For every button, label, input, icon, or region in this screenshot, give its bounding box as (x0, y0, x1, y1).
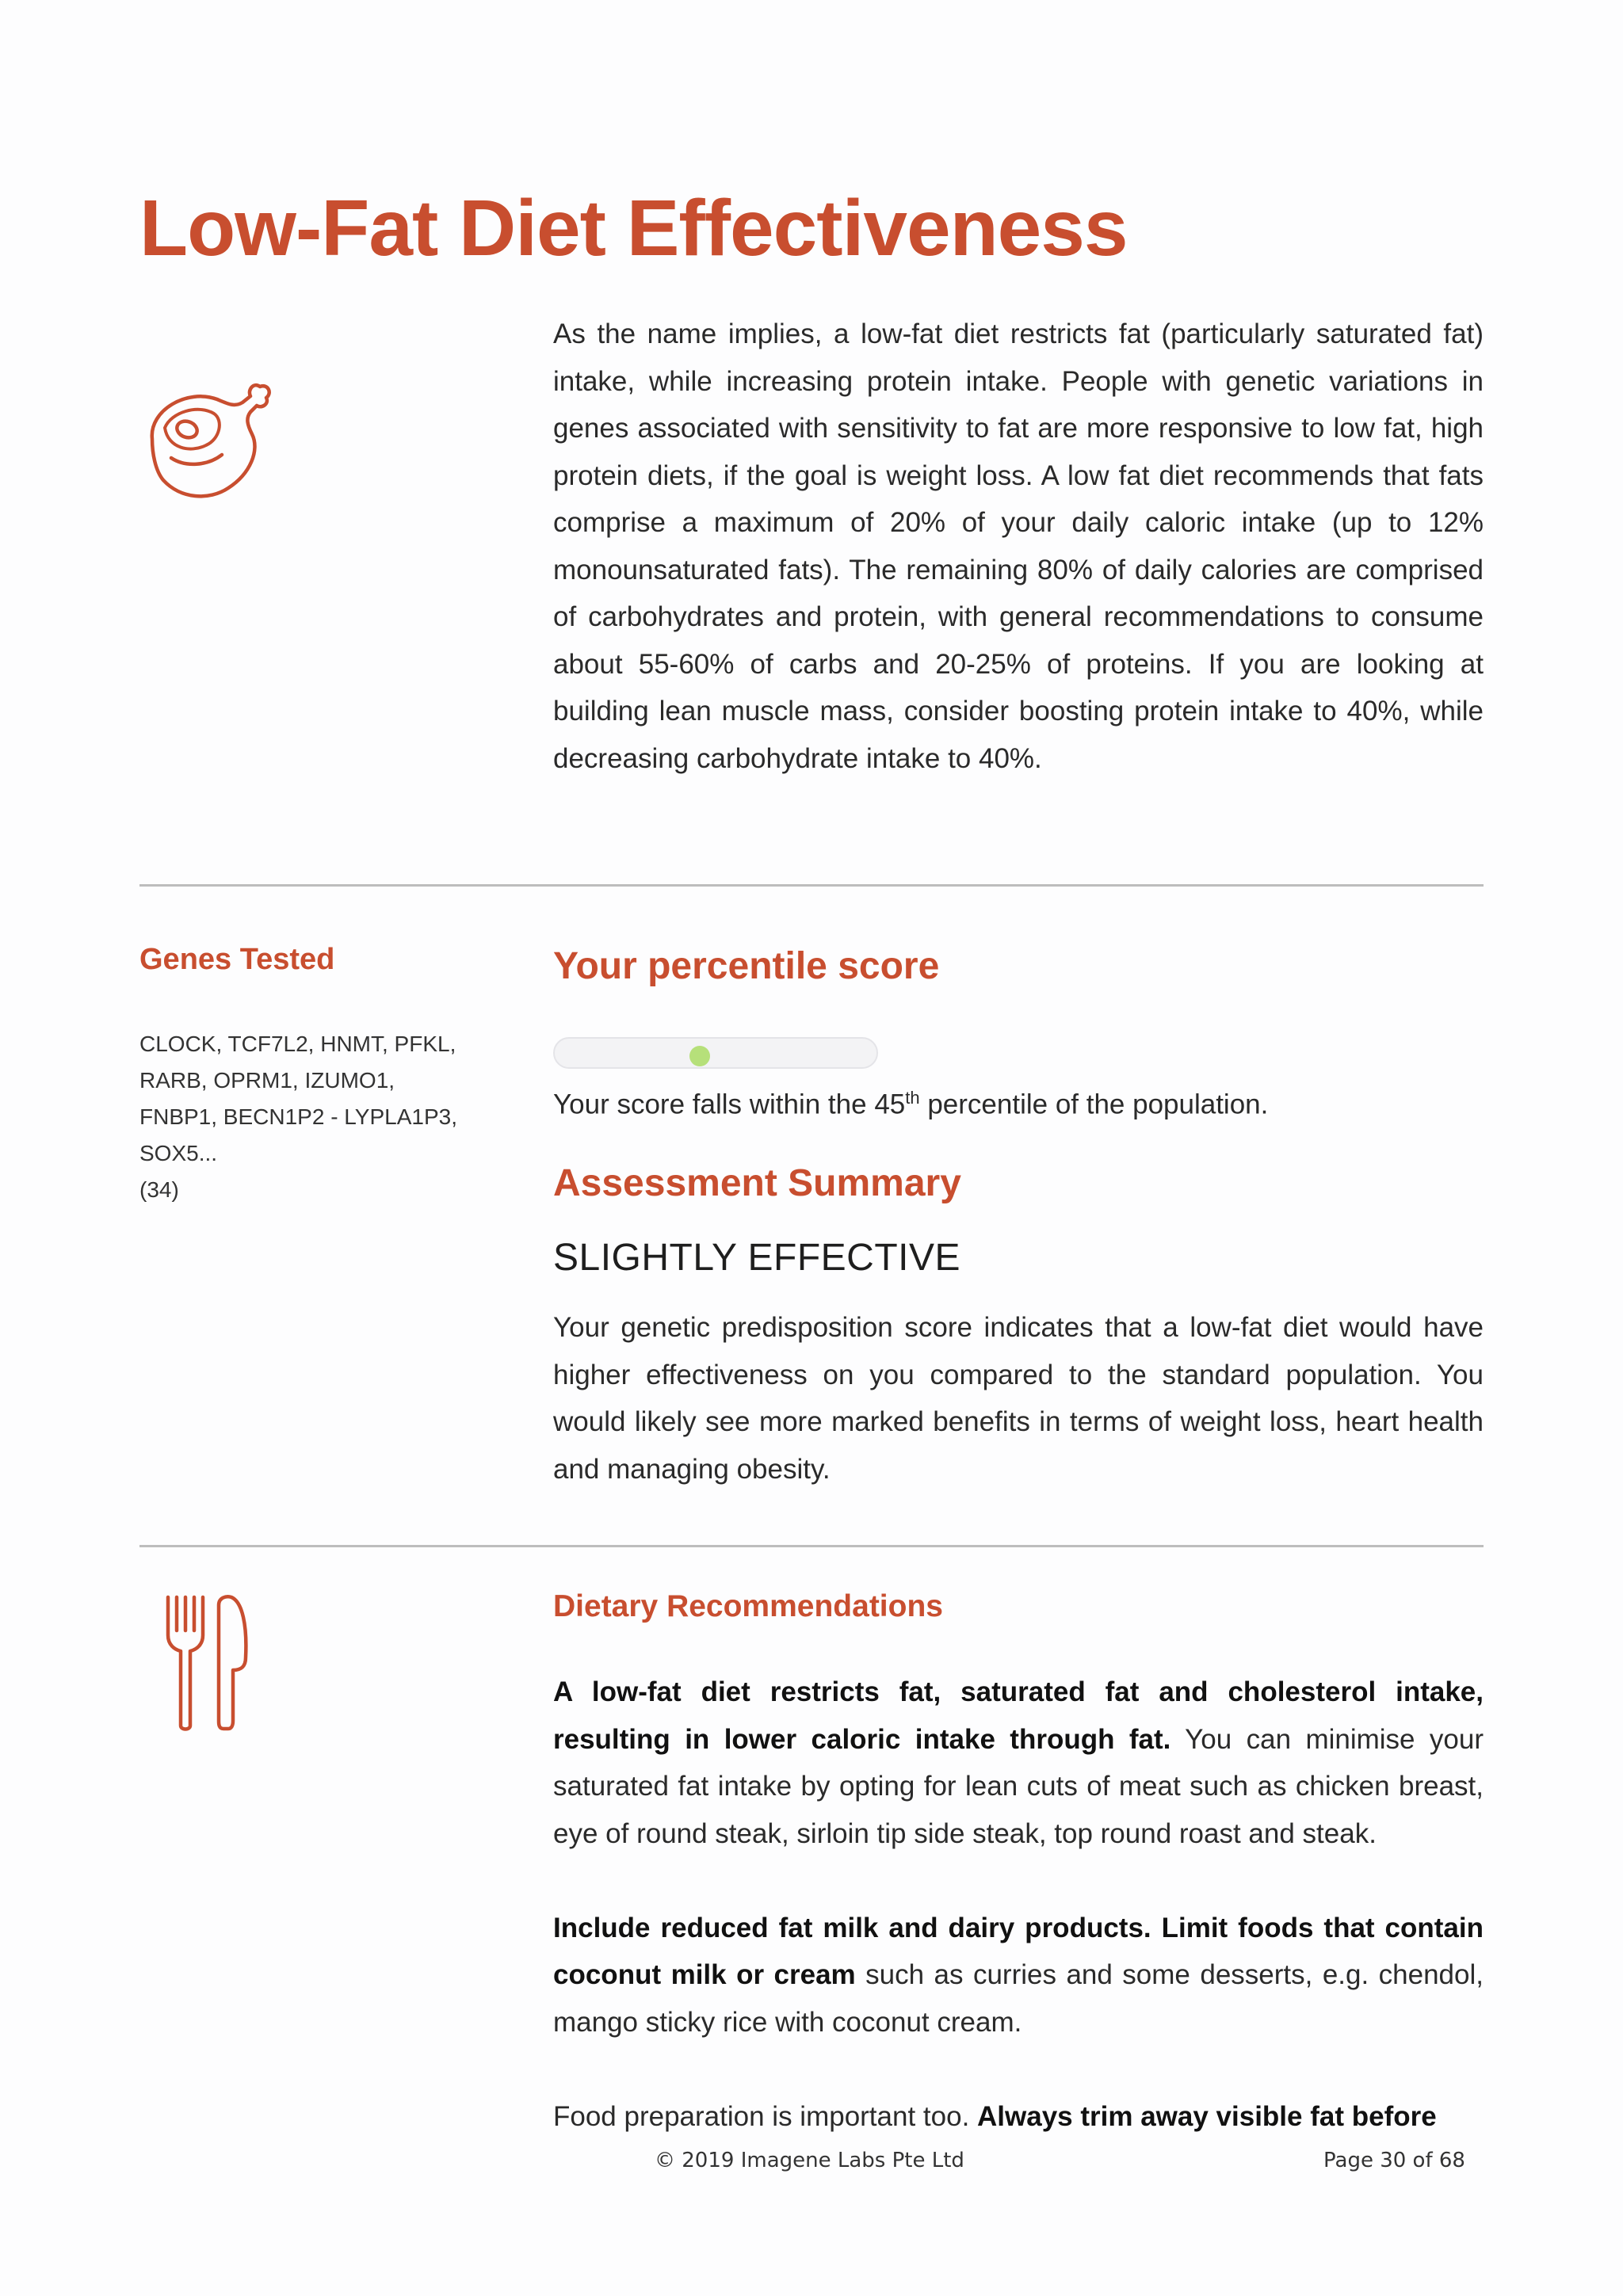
recommendation-paragraph (553, 1669, 1484, 1857)
percentile-bar (553, 1037, 878, 1069)
percentile-number: 45 (874, 1089, 906, 1120)
section-divider (139, 884, 1484, 887)
recommendation-paragraph (553, 1905, 1484, 2046)
percentile-marker (689, 1046, 710, 1066)
recommendation-bold: A low-fat diet restricts fat, saturated fat and cholesterol intake, resulting in lower caloric intake through fat. (553, 1676, 1484, 1755)
percentile-heading: Your percentile score (553, 945, 940, 987)
percentile-statement (553, 1079, 1268, 1124)
section-divider (139, 1545, 1484, 1547)
recommendation-paragraph (553, 2093, 1484, 2141)
genes-count: (34) (139, 1177, 179, 1202)
recommendation-text: Food preparation is important too. (553, 2100, 978, 2132)
assessment-heading: Assessment Summary (553, 1162, 961, 1204)
footer-copyright: © 2019 Imagene Labs Pte Ltd (655, 2149, 964, 2172)
percentile-suffix: th (905, 1088, 920, 1108)
assessment-paragraph: Your genetic predisposition score indicates that a low-fat diet would have higher effectiveness on you compared to the standard population. You would likely see more marked benefits in terms of weight loss, heart health and managing obesity. (553, 1312, 1484, 1485)
recommendation-text: such as curries and some desserts, e.g. chendol, mango sticky rice with coconut cream. (553, 1959, 1484, 2038)
intro-paragraph: As the name implies, a low-fat diet restricts fat (particularly saturated fat) intake, while increasing protein intake. People with genetic variations in genes associated with sensitivity to fat are more responsive to low fat, high protein diets, if the goal is weight loss. A low fat diet recommends that fats comprise a maximum of 20% of your daily caloric intake (up to 12% monounsaturated fats). The remaining 80% of daily calories are comprised of carbohydrates and protein, with general recommendations to consume about 55-60% of carbs and 20-25% of proteins. If you are looking at building lean muscle mass, consider boosting protein intake to 40%, while decreasing carbohydrate intake to 40%. (553, 318, 1484, 774)
percentile-text-before: Your score falls within the (553, 1089, 875, 1120)
genes-tested-heading: Genes Tested (139, 943, 335, 976)
percentile-text-after: percentile of the population. (919, 1089, 1269, 1120)
fork-knife-icon (163, 1594, 250, 1733)
recommendation-bold: Always trim away visible fat before (977, 2100, 1437, 2132)
recommendation-bold: Include reduced fat milk and dairy products. Limit foods that contain coconut milk or cream (553, 1912, 1484, 1990)
footer-page-number: Page 30 of 68 (1323, 2149, 1465, 2172)
genes-list-text: CLOCK, TCF7L2, HNMT, PFKL, RARB, OPRM1, IZUMO1, FNBP1, BECN1P2 - LYPLA1P3, SOX5... (139, 1032, 457, 1165)
page-title: Low-Fat Diet Effectiveness (139, 184, 1128, 273)
genes-tested-list (139, 1026, 472, 1208)
ham-leg-icon (141, 372, 276, 507)
dietary-recommendations-heading: Dietary Recommendations (553, 1589, 943, 1623)
assessment-verdict: SLIGHTLY EFFECTIVE (553, 1237, 961, 1279)
dietary-recommendations-body (553, 1669, 1484, 2187)
recommendation-text: You can minimise your saturated fat intake by opting for lean cuts of meat such as chicken breast, eye of round steak, sirloin tip side steak, top round roast and steak. (553, 1723, 1484, 1849)
